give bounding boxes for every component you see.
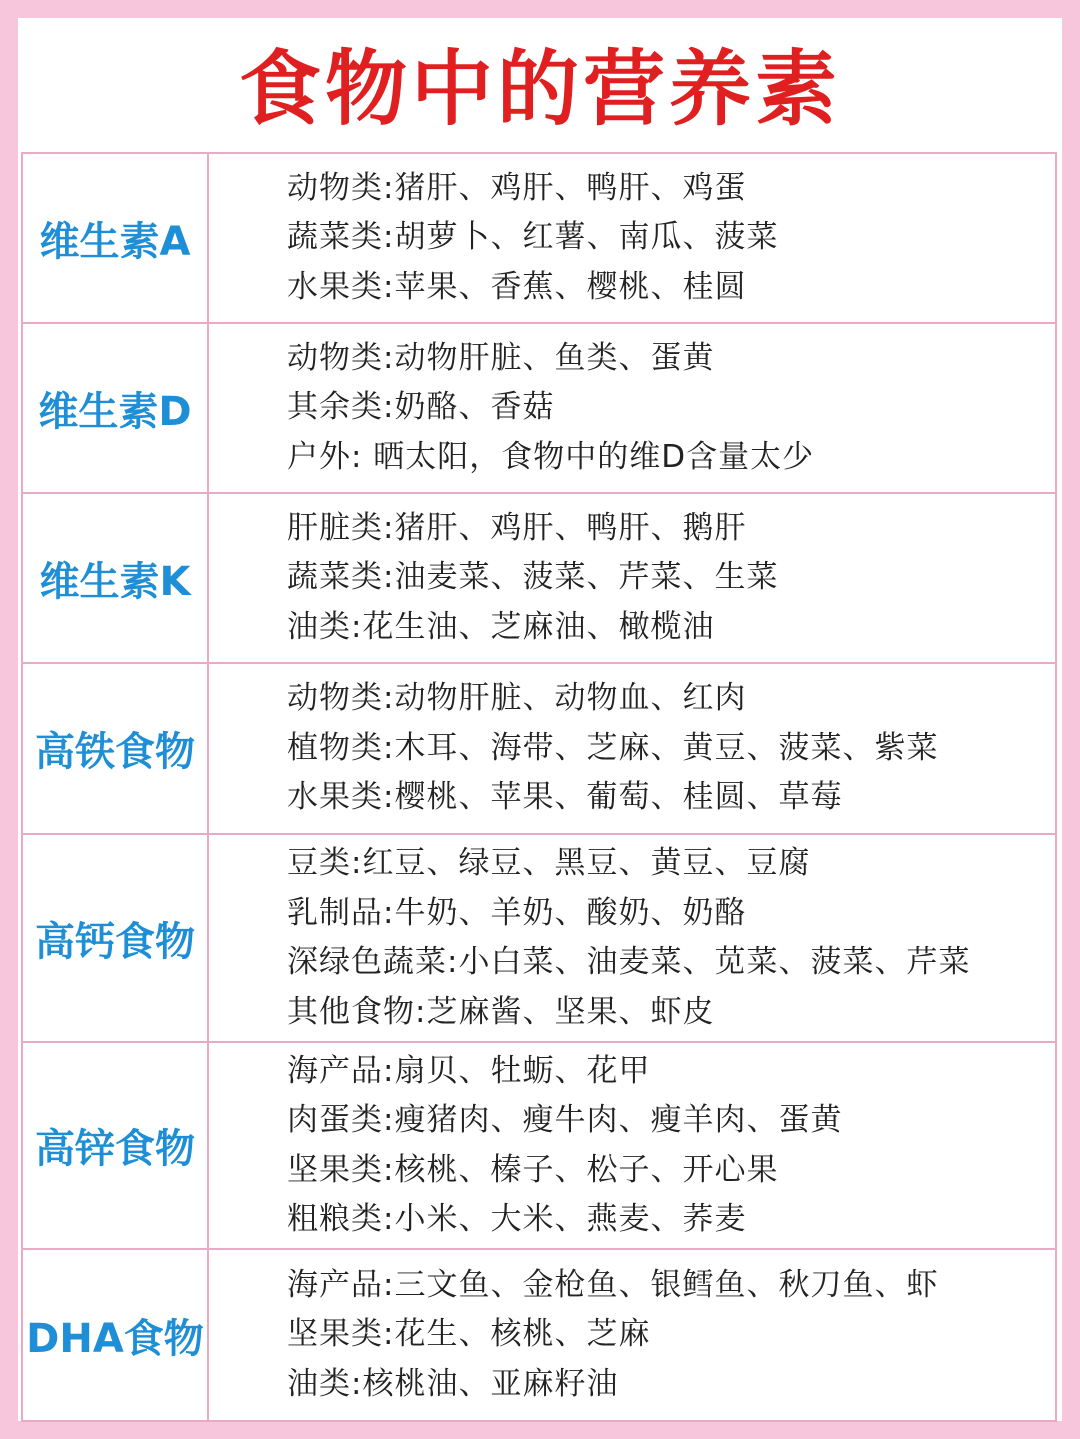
table-row — [23, 835, 1055, 1043]
list-item: 户外: 晒太阳，食物中的维D含量太少 — [287, 438, 815, 475]
table-row — [23, 1043, 1055, 1250]
row-label: 维生素A — [23, 154, 209, 322]
list-item: 蔬菜类:油麦菜、菠菜、芹菜、生菜 — [287, 559, 779, 596]
page-title: 食物中的营养素 — [238, 42, 841, 137]
row-label: 高钙食物 — [23, 835, 209, 1041]
nutrient-table — [21, 152, 1057, 1422]
row-label: 高锌食物 — [23, 1043, 209, 1248]
table-row — [23, 324, 1055, 494]
list-item: 蔬菜类:胡萝卜、红薯、南瓜、菠菜 — [287, 219, 779, 256]
table-row — [23, 664, 1055, 835]
row-items — [209, 154, 1055, 322]
row-items — [209, 324, 1055, 492]
row-items — [209, 494, 1055, 662]
row-items — [209, 1250, 1055, 1420]
list-item: 动物类:动物肝脏、动物血、红肉 — [287, 680, 747, 717]
row-items — [209, 1043, 1055, 1248]
list-item: 其他食物:芝麻酱、坚果、虾皮 — [287, 993, 715, 1030]
row-label: 维生素K — [23, 494, 209, 662]
list-item: 肝脏类:猪肝、鸡肝、鸭肝、鹅肝 — [287, 509, 747, 546]
list-item: 坚果类:核桃、榛子、松子、开心果 — [287, 1151, 779, 1188]
list-item: 动物类:动物肝脏、鱼类、蛋黄 — [287, 339, 715, 376]
list-item: 深绿色蔬菜:小白菜、油麦菜、苋菜、菠菜、芹菜 — [287, 944, 971, 980]
list-item: 海产品:三文鱼、金枪鱼、银鳕鱼、秋刀鱼、虾 — [287, 1266, 939, 1303]
list-item: 油类:核桃油、亚麻籽油 — [287, 1365, 619, 1402]
list-item: 豆类:红豆、绿豆、黑豆、黄豆、豆腐 — [287, 845, 811, 881]
row-label: DHA食物 — [23, 1250, 209, 1420]
row-items — [209, 664, 1055, 833]
list-item: 水果类:樱桃、苹果、葡萄、桂圆、草莓 — [287, 779, 843, 816]
list-item: 肉蛋类:瘦猪肉、瘦牛肉、瘦羊肉、蛋黄 — [287, 1102, 843, 1138]
row-label: 维生素D — [23, 324, 209, 492]
poster-card — [18, 18, 1062, 1421]
list-item: 乳制品:牛奶、羊奶、酸奶、奶酪 — [287, 894, 747, 931]
list-item: 海产品:扇贝、牡蛎、花甲 — [287, 1052, 651, 1089]
list-item: 水果类:苹果、香蕉、樱桃、桂圆 — [287, 268, 747, 305]
table-row — [23, 494, 1055, 664]
table-row — [23, 154, 1055, 324]
list-item: 其余类:奶酪、香菇 — [287, 389, 555, 426]
row-items — [209, 835, 1055, 1041]
list-item: 油类:花生油、芝麻油、橄榄油 — [287, 608, 715, 645]
list-item: 植物类:木耳、海带、芝麻、黄豆、菠菜、紫菜 — [287, 729, 939, 766]
list-item: 动物类:猪肝、鸡肝、鸭肝、鸡蛋 — [287, 169, 747, 206]
row-label: 高铁食物 — [23, 664, 209, 833]
list-item: 坚果类:花生、核桃、芝麻 — [287, 1316, 651, 1353]
list-item: 粗粮类:小米、大米、燕麦、荞麦 — [287, 1201, 747, 1237]
table-row — [23, 1250, 1055, 1422]
